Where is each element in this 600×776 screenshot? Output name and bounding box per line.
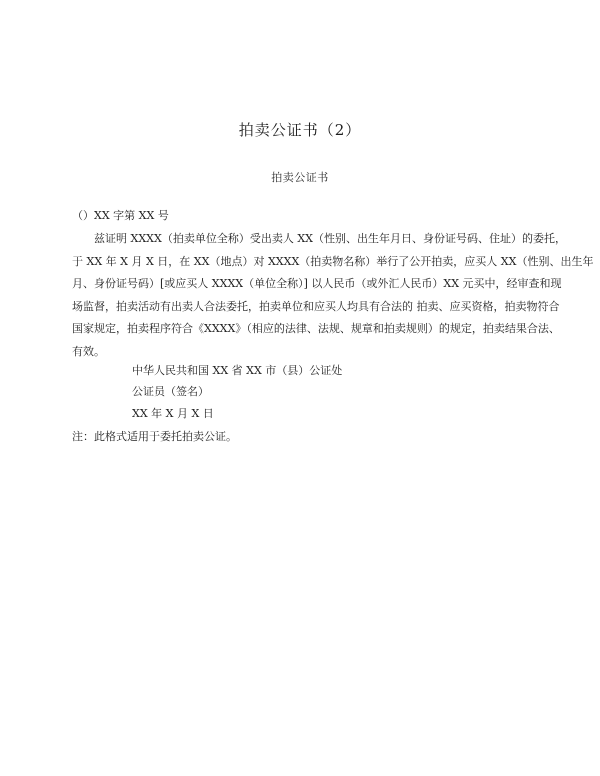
signature-date: XX 年 X 月 X 日	[132, 407, 214, 420]
body-line: 场监督，拍卖活动有出卖人合法委托，拍卖单位和应买人均具有合法的 拍卖、应买资格，拍卖物符合	[72, 300, 560, 313]
notary-office: 中华人民共和国 XX 省 XX 市（县）公证处	[132, 364, 343, 377]
body-line: 国家规定，拍卖程序符合《XXXX》（相应的法律、法规、规章和拍卖规则）的规定，拍卖结果合法、	[72, 322, 560, 335]
footnote: 注：此格式适用于委托拍卖公证。	[72, 430, 237, 443]
reference-number: （）XX 字第 XX 号	[72, 209, 169, 222]
body-line: 于 XX 年 X 月 X 日，在 XX（地点）对 XXXX（拍卖物名称）举行了公开拍卖，应买人 XX（性别、出生年	[72, 255, 594, 268]
notary-signature: 公证员（签名）	[132, 385, 209, 398]
body-line: 兹证明 XXXX（拍卖单位全称）受出卖人 XX（性别、出生年月日、身份证号码、住址）的委托，	[94, 232, 566, 245]
document-subtitle: 拍卖公证书	[271, 171, 329, 184]
body-line: 月、身份证号码）[或应买人 XXXX（单位全称）] 以人民币（或外汇人民币）XX 元买中，经审查和现	[72, 277, 562, 290]
document-title: 拍卖公证书（2）	[238, 121, 362, 139]
body-line: 有效。	[72, 345, 105, 358]
